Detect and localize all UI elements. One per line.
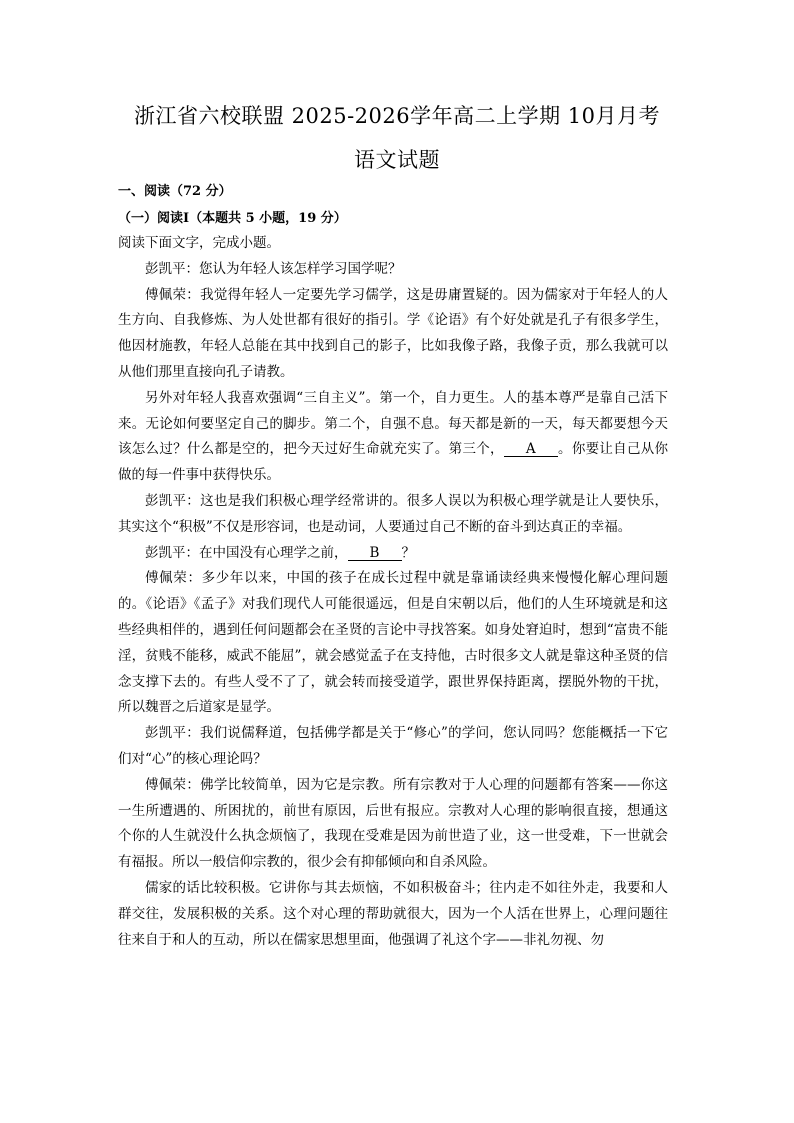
subsection-heading: （一）阅读Ⅰ（本题共 5 小题，19 分） [118,211,347,226]
paragraph: 儒家的话比较积极。它讲你与其去烦恼，不如积极奋斗；往内走不如往外走，我要和人群交往，发展积极的关系。这个对心理的帮助就很大，因为一个人活在世界上，心理问题往往来自于和人的互动，所以在儒家思想里面，他强调了礼这个字——非礼勿视、勿 [118,879,668,948]
paragraph [118,541,668,567]
paragraph: 彭凯平：这也是我们积极心理学经常讲的。很多人误以为积极心理学就是让人要快乐，其实这个“积极”不仅是形容词，也是动词，人要通过自己不断的奋斗到达真正的幸福。 [118,492,668,535]
paragraph-text: ？ [401,544,415,561]
instruction-text: 阅读下面文字，完成小题。 [118,235,280,251]
paragraph: 傅佩荣：佛学比较简单，因为它是宗教。所有宗教对于人心理的问题都有答案——你这一生所遭遇的、所困扰的，前世有原因，后世有报应。宗教对人心理的影响很直接，想通这个你的人生就没什么执念烦恼了，我现在受难是因为前世造了业，这一世受难，下一世就会有福报。所以一般信仰宗教的，很少会有抑郁倾向和自杀风险。 [118,776,668,871]
exam-title: 浙江省六校联盟 2025-2026学年高二上学期 10月月考 [133,104,661,128]
paragraph: 彭凯平：我们说儒释道，包括佛学都是关于“修心”的学问，您认同吗？您能概括一下它们对“心”的核心理论吗？ [118,725,668,767]
paragraph-text: 。你要让自己从你做的每一件事中获得快乐。 [118,441,669,484]
blank-b: B [348,546,402,561]
exam-subject-title: 语文试题 [354,148,440,172]
paragraph-text: 彭凯平：在中国没有心理学之前， [145,544,348,561]
paragraph: 彭凯平：您认为年轻人该怎样学习国学呢？ [145,260,402,277]
paragraph: 傅佩荣：我觉得年轻人一定要先学习儒学，这是毋庸置疑的。因为儒家对于年轻人的人生方向、自我修炼、为人处世都有很好的指引。学《论语》有个好处就是孔子有很多学生，他因材施教，年轻人总能在其中找到自己的影子，比如我像子路，我像子贡，那么我就可以从他们那里直接向孔子请教。 [118,286,668,380]
reading-passage [118,231,668,953]
paragraph: 傅佩荣：多少年以来，中国的孩子在成长过程中就是靠诵读经典来慢慢化解心理问题的。《论语》《孟子》对我们现代人可能很遥远，但是自宋朝以后，他们的人生环境就是和这些经典相伴的，遇到任何问题都会在圣贤的言论中寻找答案。如身处窘迫时，想到“富贵不能淫，贫贱不能移，威武不能屈”，就会感觉孟子在支持他，古时很多文人就是靠这种圣贤的信念支撑下去的。有些人受不了了，就会转而接受道学，跟世界保持距离，摆脱外物的干扰，所以魏晋之后道家是显学。 [118,570,668,716]
section-heading: 一、阅读（72 分） [118,184,232,199]
paragraph-text: 另外对年轻人我喜欢强调“三自主义”。第一个，自力更生。人的基本尊严是靠自己活下来。无论如何要坚定自己的脚步。第二个，自强不息。每天都是新的一天，每天都要想今天该怎么过？什么都是空的，把今天过好生命就充实了。第三个， [118,389,668,458]
paragraph [118,386,668,489]
blank-a: A [504,442,558,457]
